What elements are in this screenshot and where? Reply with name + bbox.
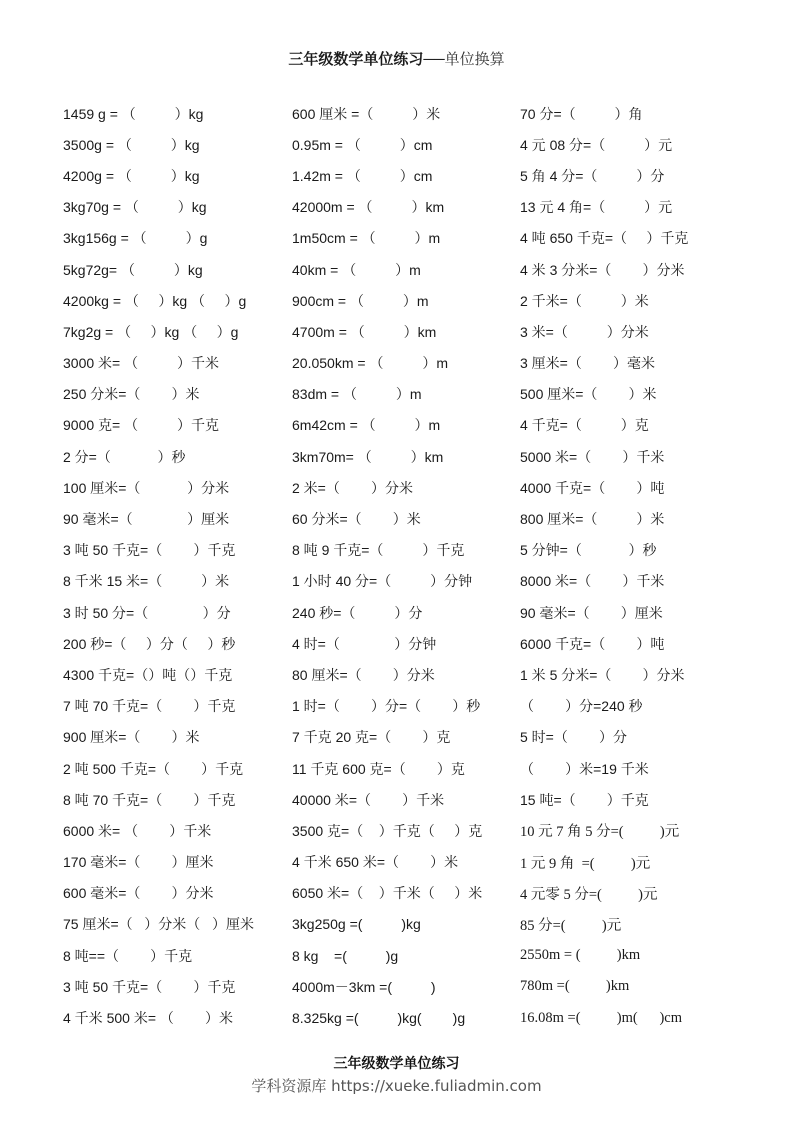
exercise-row	[63, 847, 763, 878]
exercise-item: 8 吨 70 千克=（ ）千克	[63, 791, 236, 808]
exercise-row	[63, 1002, 763, 1033]
exercise-item: 1 元 9 角 =( )元	[520, 855, 651, 872]
exercise-item: 3 厘米=（ ）毫米	[520, 355, 655, 372]
exercise-row	[63, 659, 763, 690]
exercise-item: 11 千克 600 克=（ ）克	[292, 760, 465, 777]
exercise-item: 6050 米=（ ）千米（ ）米	[292, 885, 483, 902]
page-footer	[0, 1053, 793, 1096]
exercise-row	[63, 815, 763, 846]
exercise-item: 9000 克= （ ）千克	[63, 417, 219, 434]
exercise-item: 5000 米=（ ）千米	[520, 448, 665, 465]
exercise-row	[63, 566, 763, 597]
exercise-item: 3500 克=（ ）千克（ ）克	[292, 822, 483, 839]
exercise-item: 5 角 4 分=（ ）分	[520, 167, 665, 184]
exercise-row	[63, 691, 763, 722]
exercise-item: 60 分米=（ ）米	[292, 511, 421, 528]
exercise-item: 4300 千克=（）吨（）千克	[63, 666, 233, 683]
exercise-item: （ ）米=19 千米	[520, 760, 649, 777]
exercise-item: 3500g = （ ）kg	[63, 136, 200, 153]
title-sub: 单位换算	[444, 51, 505, 68]
exercise-item: 3km70m= （ ）km	[292, 448, 444, 465]
exercise-item: 240 秒=（ ）分	[292, 604, 423, 621]
exercise-row	[63, 628, 763, 659]
exercise-item: 5 分钟=（ ）秒	[520, 542, 657, 559]
exercise-item: 8 吨 9 千克=（ ）千克	[292, 542, 465, 559]
exercise-item: 800 厘米=（ ）米	[520, 511, 665, 528]
exercise-item: 600 毫米=（ ）分米	[63, 885, 214, 902]
exercise-item: 10 元 7 角 5 分=( )元	[520, 824, 680, 841]
exercise-row	[63, 971, 763, 1002]
exercise-row	[63, 129, 763, 160]
exercise-item: 7 吨 70 千克=（ ）千克	[63, 698, 236, 715]
exercise-item: 4 千米 650 米=（ ）米	[292, 854, 459, 871]
exercise-item: 4200kg = （ ）kg （ ）g	[63, 292, 247, 309]
exercise-grid	[63, 98, 763, 1034]
exercise-item: 3kg70g = （ ）kg	[63, 199, 207, 216]
exercise-item: 5kg72g= （ ）kg	[63, 261, 203, 278]
exercise-row	[63, 472, 763, 503]
exercise-item: 8 kg =( )g	[292, 947, 399, 964]
exercise-item: 75 厘米=（ ）分米（ ）厘米	[63, 916, 254, 933]
exercise-item: 3000 米= （ ）千米	[63, 355, 219, 372]
exercise-item: 1 时=（ ）分=（ ）秒	[292, 698, 481, 715]
exercise-item: 1 小时 40 分=（ ）分钟	[292, 573, 473, 590]
exercise-item: 1m50cm = （ ）m	[292, 230, 441, 247]
exercise-item: 4 千克=（ ）克	[520, 417, 649, 434]
exercise-row	[63, 254, 763, 285]
exercise-item: 7kg2g = （ ）kg （ ）g	[63, 323, 239, 340]
exercise-row	[63, 503, 763, 534]
exercise-item: （ ）分=240 秒	[520, 698, 643, 715]
exercise-item: 4 吨 650 千克=（ ）千克	[520, 230, 689, 247]
exercise-row	[63, 722, 763, 753]
exercise-item: 170 毫米=（ ）厘米	[63, 854, 214, 871]
exercise-item: 780m =( )km	[520, 978, 630, 995]
exercise-row	[63, 379, 763, 410]
title-main: 三年级数学单位练习──	[288, 51, 445, 68]
exercise-item: 4 元 08 分=（ ）元	[520, 136, 673, 153]
exercise-item: 3kg156g = （ ）g	[63, 230, 208, 247]
exercise-row	[63, 223, 763, 254]
exercise-item: 0.95m = （ ）cm	[292, 136, 433, 153]
exercise-item: 42000m = （ ）km	[292, 199, 445, 216]
exercise-item: 4 千米 500 米= （ ）米	[63, 1010, 233, 1027]
exercise-item: 7 千克 20 克=（ ）克	[292, 729, 451, 746]
exercise-row	[63, 878, 763, 909]
exercise-row	[63, 285, 763, 316]
exercise-row	[63, 160, 763, 191]
exercise-item: 8 千米 15 米=（ ）米	[63, 573, 230, 590]
exercise-row	[63, 348, 763, 379]
exercise-item: 900 厘米=（ ）米	[63, 729, 200, 746]
exercise-item: 4 米 3 分米=（ ）分米	[520, 261, 685, 278]
exercise-item: 8 吨==（ ）千克	[63, 947, 193, 964]
exercise-row	[63, 192, 763, 223]
exercise-item: 500 厘米=（ ）米	[520, 386, 657, 403]
exercise-item: 1.42m = （ ）cm	[292, 167, 433, 184]
exercise-item: 40000 米=（ ）千米	[292, 791, 445, 808]
exercise-item: 80 厘米=（ ）分米	[292, 666, 435, 683]
exercise-item: 6000 米= （ ）千米	[63, 822, 212, 839]
exercise-item: 90 毫米=（ ）厘米	[63, 511, 230, 528]
exercise-item: 6m42cm = （ ）m	[292, 417, 441, 434]
exercise-row	[63, 316, 763, 347]
exercise-item: 250 分米=（ ）米	[63, 386, 200, 403]
exercise-item: 3 时 50 分=（ ）分	[63, 604, 231, 621]
exercise-item: 8000 米=（ ）千米	[520, 573, 665, 590]
exercise-item: 20.050km = （ ）m	[292, 355, 448, 372]
page-title	[0, 48, 793, 69]
exercise-item: 4 时=（ ）分钟	[292, 635, 437, 652]
exercise-item: 4700m = （ ）km	[292, 323, 437, 340]
exercise-item: 600 厘米 =（ ）米	[292, 105, 441, 122]
exercise-item: 40km = （ ）m	[292, 261, 421, 278]
exercise-item: 3 米=（ ）分米	[520, 323, 649, 340]
exercise-item: 2 吨 500 千克=（ ）千克	[63, 760, 244, 777]
exercise-row	[63, 597, 763, 628]
exercise-row	[63, 753, 763, 784]
exercise-row	[63, 535, 763, 566]
exercise-item: 5 时=（ ）分	[520, 729, 627, 746]
exercise-item: 2 分=（ ）秒	[63, 448, 186, 465]
exercise-item: 4000 千克=（ ）吨	[520, 479, 665, 496]
exercise-item: 3 吨 50 千克=（ ）千克	[63, 542, 236, 559]
exercise-item: 1 米 5 分米=（ ）分米	[520, 666, 685, 683]
exercise-row	[63, 940, 763, 971]
exercise-item: 4000m－3km =( )	[292, 978, 436, 995]
exercise-item: 6000 千克=（ ）吨	[520, 635, 665, 652]
exercise-item: 70 分=（ ）角	[520, 105, 643, 122]
exercise-item: 2 米=（ ）分米	[292, 479, 413, 496]
exercise-item: 83dm = （ ）m	[292, 386, 422, 403]
exercise-item: 2550m = ( )km	[520, 947, 641, 964]
exercise-item: 16.08m =( )m( )cm	[520, 1009, 683, 1026]
exercise-item: 2 千米=（ ）米	[520, 292, 649, 309]
exercise-item: 13 元 4 角=（ ）元	[520, 199, 673, 216]
exercise-item: 200 秒=（ ）分（ ）秒	[63, 635, 236, 652]
exercise-item: 90 毫米=（ ）厘米	[520, 604, 663, 621]
exercise-row	[63, 98, 763, 129]
exercise-item: 85 分=( )元	[520, 917, 622, 934]
exercise-item: 4200g = （ ）kg	[63, 167, 200, 184]
exercise-item: 100 厘米=（ ）分米	[63, 479, 230, 496]
exercise-row	[63, 441, 763, 472]
exercise-item: 3 吨 50 千克=（ ）千克	[63, 978, 236, 995]
exercise-item: 4 元零 5 分=( )元	[520, 886, 658, 903]
exercise-item: 15 吨=（ ）千克	[520, 791, 649, 808]
exercise-item: 1459 g = （ ）kg	[63, 105, 204, 122]
exercise-row	[63, 410, 763, 441]
exercise-item: 900cm = （ ）m	[292, 292, 429, 309]
footer-source: 学科资源库 https://xueke.fuliadmin.com	[251, 1077, 542, 1095]
exercise-item: 8.325kg =( )kg( )g	[292, 1010, 466, 1027]
exercise-row	[63, 909, 763, 940]
exercise-row	[63, 784, 763, 815]
exercise-item: 3kg250g =( )kg	[292, 916, 421, 933]
footer-title: 三年级数学单位练习	[333, 1055, 460, 1071]
